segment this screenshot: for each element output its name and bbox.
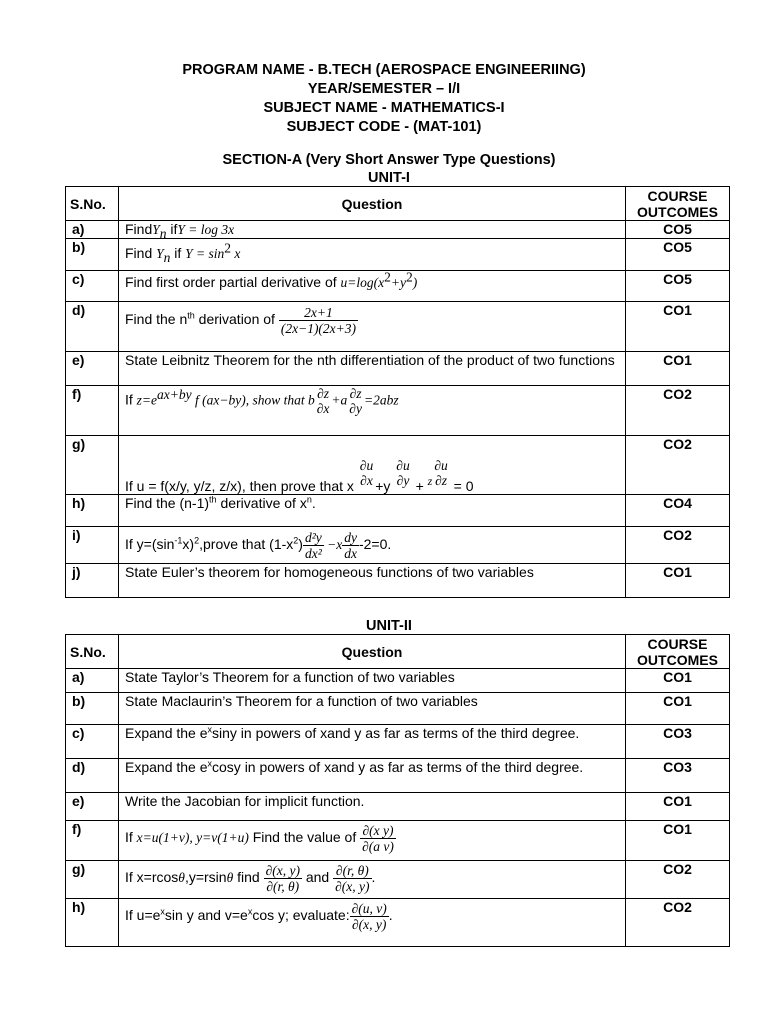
row-number: d) [66,302,119,352]
table-header-row [66,635,730,669]
course-outcome: CO3 [626,725,730,759]
course-outcome: CO1 [626,352,730,386]
program-name: PROGRAM NAME - B.TECH (AEROSPACE ENGINEERIING) [182,62,586,78]
year-semester: YEAR/SEMESTER – I/I [307,81,461,97]
table-row [66,386,730,436]
question-header: Question [119,187,626,221]
row-number: c) [66,271,119,302]
row-number: h) [66,899,119,947]
table-header-row [66,187,730,221]
row-number: g) [66,861,119,899]
course-outcome: CO2 [626,899,730,947]
question-text: State Leibnitz Theorem for the nth differentiation of the product of two functions [119,352,626,386]
course-outcome: CO2 [626,861,730,899]
course-outcomes-header: COURSE OUTCOMES [626,187,730,221]
course-outcome: CO2 [626,527,730,564]
section-a-title: SECTION-A (Very Short Answer Type Questions) [222,152,556,168]
question-text: Write the Jacobian for implicit function. [119,793,626,821]
row-number: j) [66,564,119,598]
question-text: If x=u(1+v), y=v(1+u) Find the value of $\frac{\text{∂(x y)}}{\text{∂(a v)}}$ [119,821,626,861]
subject-name: SUBJECT NAME - MATHEMATICS-I [263,100,505,116]
row-number: g) [66,436,119,495]
table-row [66,693,730,725]
table-row [66,759,730,793]
question-text: If u = f(x/y, y/z, z/x), then prove that x ∂u ∂x +y ∂u ∂y + z ∂u ∂z = 0 [119,436,626,495]
course-outcome: CO1 [626,821,730,861]
table-row [66,352,730,386]
question-header: Question [119,635,626,669]
row-number: b) [66,239,119,271]
row-number: f) [66,821,119,861]
question-text: State Euler’s theorem for homogeneous functions of two variables [119,564,626,598]
question-text: If $y=(\sin^{-1}x)^2,prove$ that $(1-x^2)$ $\frac{\text{d²y}}{\text{dx²}}$ −x $\frac{dy}{dx}$ -2=0. [119,527,626,564]
course-outcome: CO3 [626,759,730,793]
table-row [66,899,730,947]
question-text: Find the $(n-1)^{th}$ derivative of $x^n$. [119,495,626,527]
course-outcome: CO2 [626,436,730,495]
table-row [66,564,730,598]
question-text: If x=rcosθ,y=rsinθ find $\frac{\partial(x, y)}{\partial(r, \theta)}$ and $\frac{\partial(r, \theta)}{\partial(x, y)}$ . [119,861,626,899]
course-outcome: CO1 [626,302,730,352]
course-outcome: CO5 [626,271,730,302]
table-row [66,436,730,495]
table-row [66,669,730,693]
course-outcome: CO1 [626,693,730,725]
table-row [66,793,730,821]
course-outcome: CO1 [626,669,730,693]
table-row [66,527,730,564]
table-row [66,302,730,352]
course-outcome: CO5 [626,221,730,239]
course-outcome: CO5 [626,239,730,271]
row-number: a) [66,669,119,693]
sno-header: S.No. [66,187,119,221]
question-text: Expand the $e^x\cos y$ in powers of xand y as far as terms of the third degree. [119,759,626,793]
unit-1-table [65,186,730,598]
question-text: If $z=e^{ax+by}$ f (ax−by), show that b ∂z ∂x +a ∂z ∂y =2abz [119,386,626,436]
row-number: i) [66,527,119,564]
row-number: e) [66,793,119,821]
unit-2-table [65,634,730,947]
table-row [66,861,730,899]
table-row [66,271,730,302]
table-row [66,221,730,239]
table-row [66,821,730,861]
row-number: b) [66,693,119,725]
table-row [66,725,730,759]
row-number: e) [66,352,119,386]
question-text: State Taylor’s Theorem for a function of two variables [119,669,626,693]
unit-2-title: UNIT-II [366,618,412,634]
question-text: State Maclaurin’s Theorem for a function of two variables [119,693,626,725]
question-text: Expand the $e^x\sin y$ in powers of xand y as far as terms of the third degree. [119,725,626,759]
course-outcome: CO1 [626,564,730,598]
row-number: a) [66,221,119,239]
row-number: f) [66,386,119,436]
course-outcome: CO1 [626,793,730,821]
row-number: d) [66,759,119,793]
course-outcome: CO2 [626,386,730,436]
question-text: Find the $n^{th}$ derivation of $\frac{2x+1}{(2x-1)(2x+3)}$ [119,302,626,352]
unit-1-title: UNIT-I [368,170,410,186]
table-row [66,239,730,271]
course-outcome: CO4 [626,495,730,527]
question-text: If $u=e^x\sin$ y and $v=e^x\cos$ y; evaluate: $\frac{\partial(u, v)}{\partial(x, y)}$ . [119,899,626,947]
course-outcomes-header: COURSE OUTCOMES [626,635,730,669]
row-number: c) [66,725,119,759]
question-text: FindY$_n$ ifY = log 3x [119,221,626,239]
row-number: h) [66,495,119,527]
table-row [66,495,730,527]
subject-code: SUBJECT CODE - (MAT-101) [286,119,482,135]
question-text: Find first order partial derivative of $u=\log(x^2+y^2)$ [119,271,626,302]
sno-header: S.No. [66,635,119,669]
question-text: Find $Y_n$ if $Y = \sin^2 x$ [119,239,626,271]
